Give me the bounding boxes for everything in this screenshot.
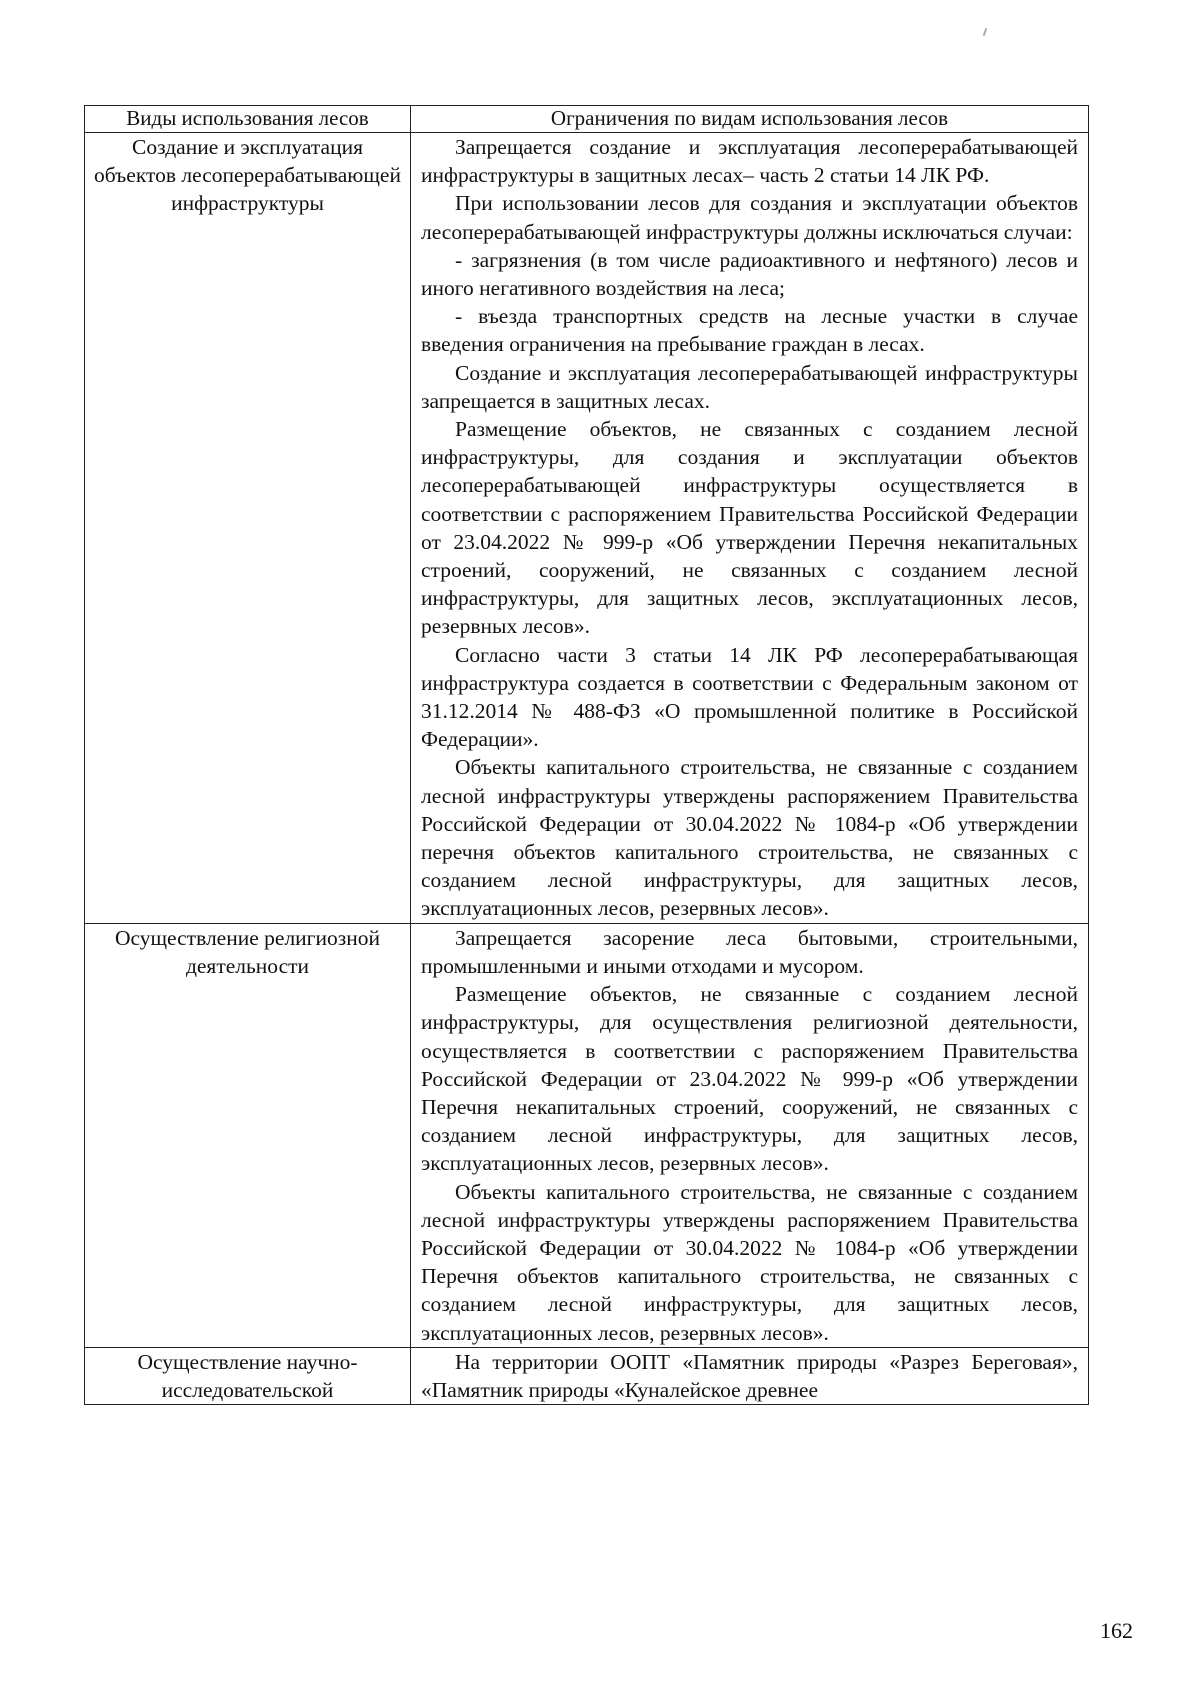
- table-row: [85, 133, 1089, 924]
- paragraph: Размещение объектов, не связанные с созданием лесной инфраструктуры, для осуществления религиозной деятельности, осуществляется в соответствии с распоряжением Правительства Российской Федерации от 23.04.2022 № 999-р «Об утверждении Перечня некапитальных строений, сооружений, не связанных с созданием лесной инфраструктуры, для защитных лесов, эксплуатационных лесов, резервных лесов».: [421, 982, 1078, 1176]
- table-row: [85, 923, 1089, 1347]
- paragraph: Объекты капитального строительства, не связанные с созданием лесной инфраструктуры утверждены распоряжением Правительства Российской Федерации от 30.04.2022 № 1084-р «Об утверждении Перечня объектов капитального строительства, не связанных с созданием лесной инфраструктуры, для защитных лесов, эксплуатационных лесов, резервных лесов».: [421, 1179, 1078, 1345]
- forest-use-restrictions-table: [84, 105, 1089, 1405]
- forest-use-type: Осуществление религиозной деятельности: [85, 923, 411, 1347]
- paragraph: Объекты капитального строительства, не связанные с созданием лесной инфраструктуры утверждены распоряжением Правительства Российской Федерации от 30.04.2022 № 1084-р «Об утверждении перечня объектов капитального строительства, не связанных с созданием лесной инфраструктуры, для защитных лесов, эксплуатационных лесов, резервных лесов».: [421, 755, 1078, 921]
- page-number: 162: [1100, 1618, 1133, 1643]
- table-row: [85, 1347, 1089, 1404]
- paragraph: - загрязнения (в том числе радиоактивного и нефтяного) лесов и иного негативного воздействия на леса;: [421, 247, 1078, 301]
- paragraph: Запрещается засорение леса бытовыми, строительными, промышленными и иными отходами и мусором.: [421, 925, 1078, 978]
- paragraph: Запрещается создание и эксплуатация лесоперерабатывающей инфраструктуры в защитных лесах– часть 2 статьи 14 ЛК РФ.: [421, 135, 1078, 188]
- paragraph: Создание и эксплуатация лесоперерабатывающей инфраструктуры запрещается в защитных лесах.: [421, 360, 1078, 413]
- paragraph: На территории ООПТ «Памятник природы «Разрез Береговая», «Памятник природы «Куналейское древнее: [421, 1349, 1078, 1402]
- restrictions-cell: [411, 133, 1089, 924]
- paragraph: При использовании лесов для создания и эксплуатации объектов лесоперерабатывающей инфраструктуры должны исключаться случаи:: [421, 191, 1078, 244]
- paragraph: Согласно части 3 статьи 14 ЛК РФ лесоперерабатывающая инфраструктура создается в соответствии с Федеральным законом от 31.12.2014 № 488-ФЗ «О промышленной политике в Российской Федерации».: [421, 642, 1078, 752]
- header-forest-use-types: Виды использования лесов: [85, 106, 411, 133]
- header-restrictions: Ограничения по видам использования лесов: [411, 106, 1089, 133]
- paragraph: Размещение объектов, не связанных с созданием лесной инфраструктуры, для создания и эксплуатации объектов лесоперерабатывающей инфраструктуры осуществляется в соответствии с распоряжением Правительства Российской Федерации от 23.04.2022 № 999-р «Об утверждении Перечня некапитальных строений, сооружений, не связанных с созданием лесной инфраструктуры, для защитных лесов, эксплуатационных лесов, резервных лесов».: [421, 417, 1078, 639]
- forest-use-type: Создание и эксплуатация объектов лесоперерабатывающей инфраструктуры: [85, 133, 411, 924]
- forest-use-type: Осуществление научно-исследовательской: [85, 1347, 411, 1404]
- paragraph: - въезда транспортных средств на лесные участки в случае введения ограничения на пребывание граждан в лесах.: [421, 304, 1078, 357]
- restrictions-cell: [411, 1347, 1089, 1404]
- table-header-row: [85, 106, 1089, 133]
- scan-mark: [983, 28, 988, 36]
- restrictions-cell: [411, 923, 1089, 1347]
